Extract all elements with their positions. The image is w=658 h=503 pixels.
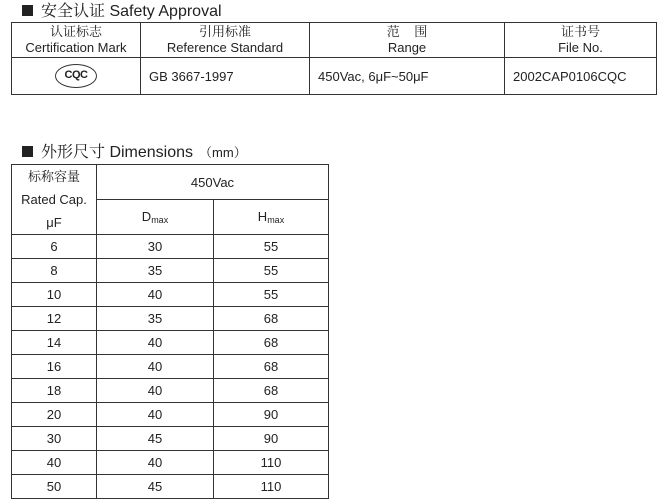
file-no-value: 2002CAP0106CQC — [505, 58, 657, 95]
cell-h: 110 — [214, 475, 329, 499]
cell-d: 45 — [97, 427, 214, 451]
table-row — [12, 283, 329, 307]
cell-cap: 14 — [12, 331, 97, 355]
cell-d: 35 — [97, 259, 214, 283]
cell-d: 40 — [97, 379, 214, 403]
table-row — [12, 259, 329, 283]
table-row — [12, 379, 329, 403]
cell-d: 40 — [97, 283, 214, 307]
cell-d: 45 — [97, 475, 214, 499]
safety-approval-title: 安全认证 Safety Approval — [22, 2, 222, 22]
cell-cap: 8 — [12, 259, 97, 283]
cell-h: 68 — [214, 379, 329, 403]
header-reference-standard: 引用标准 Reference Standard — [141, 23, 310, 58]
reference-standard-value: GB 3667-1997 — [141, 58, 310, 95]
dimensions-table — [11, 164, 329, 499]
table-row — [12, 235, 329, 259]
cell-h: 90 — [214, 427, 329, 451]
cell-d: 40 — [97, 331, 214, 355]
square-bullet-icon — [22, 146, 33, 157]
cell-h: 55 — [214, 235, 329, 259]
table-row — [12, 451, 329, 475]
cell-cap: 50 — [12, 475, 97, 499]
table-row — [12, 475, 329, 499]
cell-cap: 18 — [12, 379, 97, 403]
table-row — [12, 427, 329, 451]
cell-cap: 10 — [12, 283, 97, 307]
header-certification-mark: 认证标志 Certification Mark — [12, 23, 141, 58]
table-row — [12, 58, 657, 95]
cell-h: 110 — [214, 451, 329, 475]
cell-h: 68 — [214, 307, 329, 331]
table-header-row — [12, 165, 329, 200]
header-d-max: $D_{max}$ — [97, 200, 214, 235]
cell-h: 68 — [214, 355, 329, 379]
cell-h: 90 — [214, 403, 329, 427]
range-value: 450Vac, 6μF~50μF — [310, 58, 505, 95]
cell-h: 68 — [214, 331, 329, 355]
cell-h: 55 — [214, 283, 329, 307]
cell-d: 30 — [97, 235, 214, 259]
table-row — [12, 307, 329, 331]
header-file-no: 证书号 File No. — [505, 23, 657, 58]
cell-d: 35 — [97, 307, 214, 331]
cell-d: 40 — [97, 451, 214, 475]
header-h-max: $H_{max}$ — [214, 200, 329, 235]
safety-approval-table — [11, 22, 657, 95]
cqc-logo-icon: CQC — [55, 64, 97, 88]
cell-cap: 16 — [12, 355, 97, 379]
cell-d: 40 — [97, 355, 214, 379]
table-header-row — [12, 23, 657, 58]
header-range: 范 围 Range — [310, 23, 505, 58]
table-row — [12, 355, 329, 379]
cell-cap: 40 — [12, 451, 97, 475]
table-row — [12, 403, 329, 427]
cell-cap: 6 — [12, 235, 97, 259]
table-row — [12, 331, 329, 355]
cell-cap: 12 — [12, 307, 97, 331]
dimensions-title: 外形尺寸 Dimensions （mm） — [22, 143, 247, 163]
cell-h: 55 — [214, 259, 329, 283]
header-rated-cap: 标称容量 Rated Cap. μF — [12, 165, 97, 235]
cell-cap: 30 — [12, 427, 97, 451]
square-bullet-icon — [22, 5, 33, 16]
cell-cap: 20 — [12, 403, 97, 427]
header-voltage: 450Vac — [97, 165, 329, 200]
cell-d: 40 — [97, 403, 214, 427]
cqc-mark-cell — [12, 58, 141, 95]
